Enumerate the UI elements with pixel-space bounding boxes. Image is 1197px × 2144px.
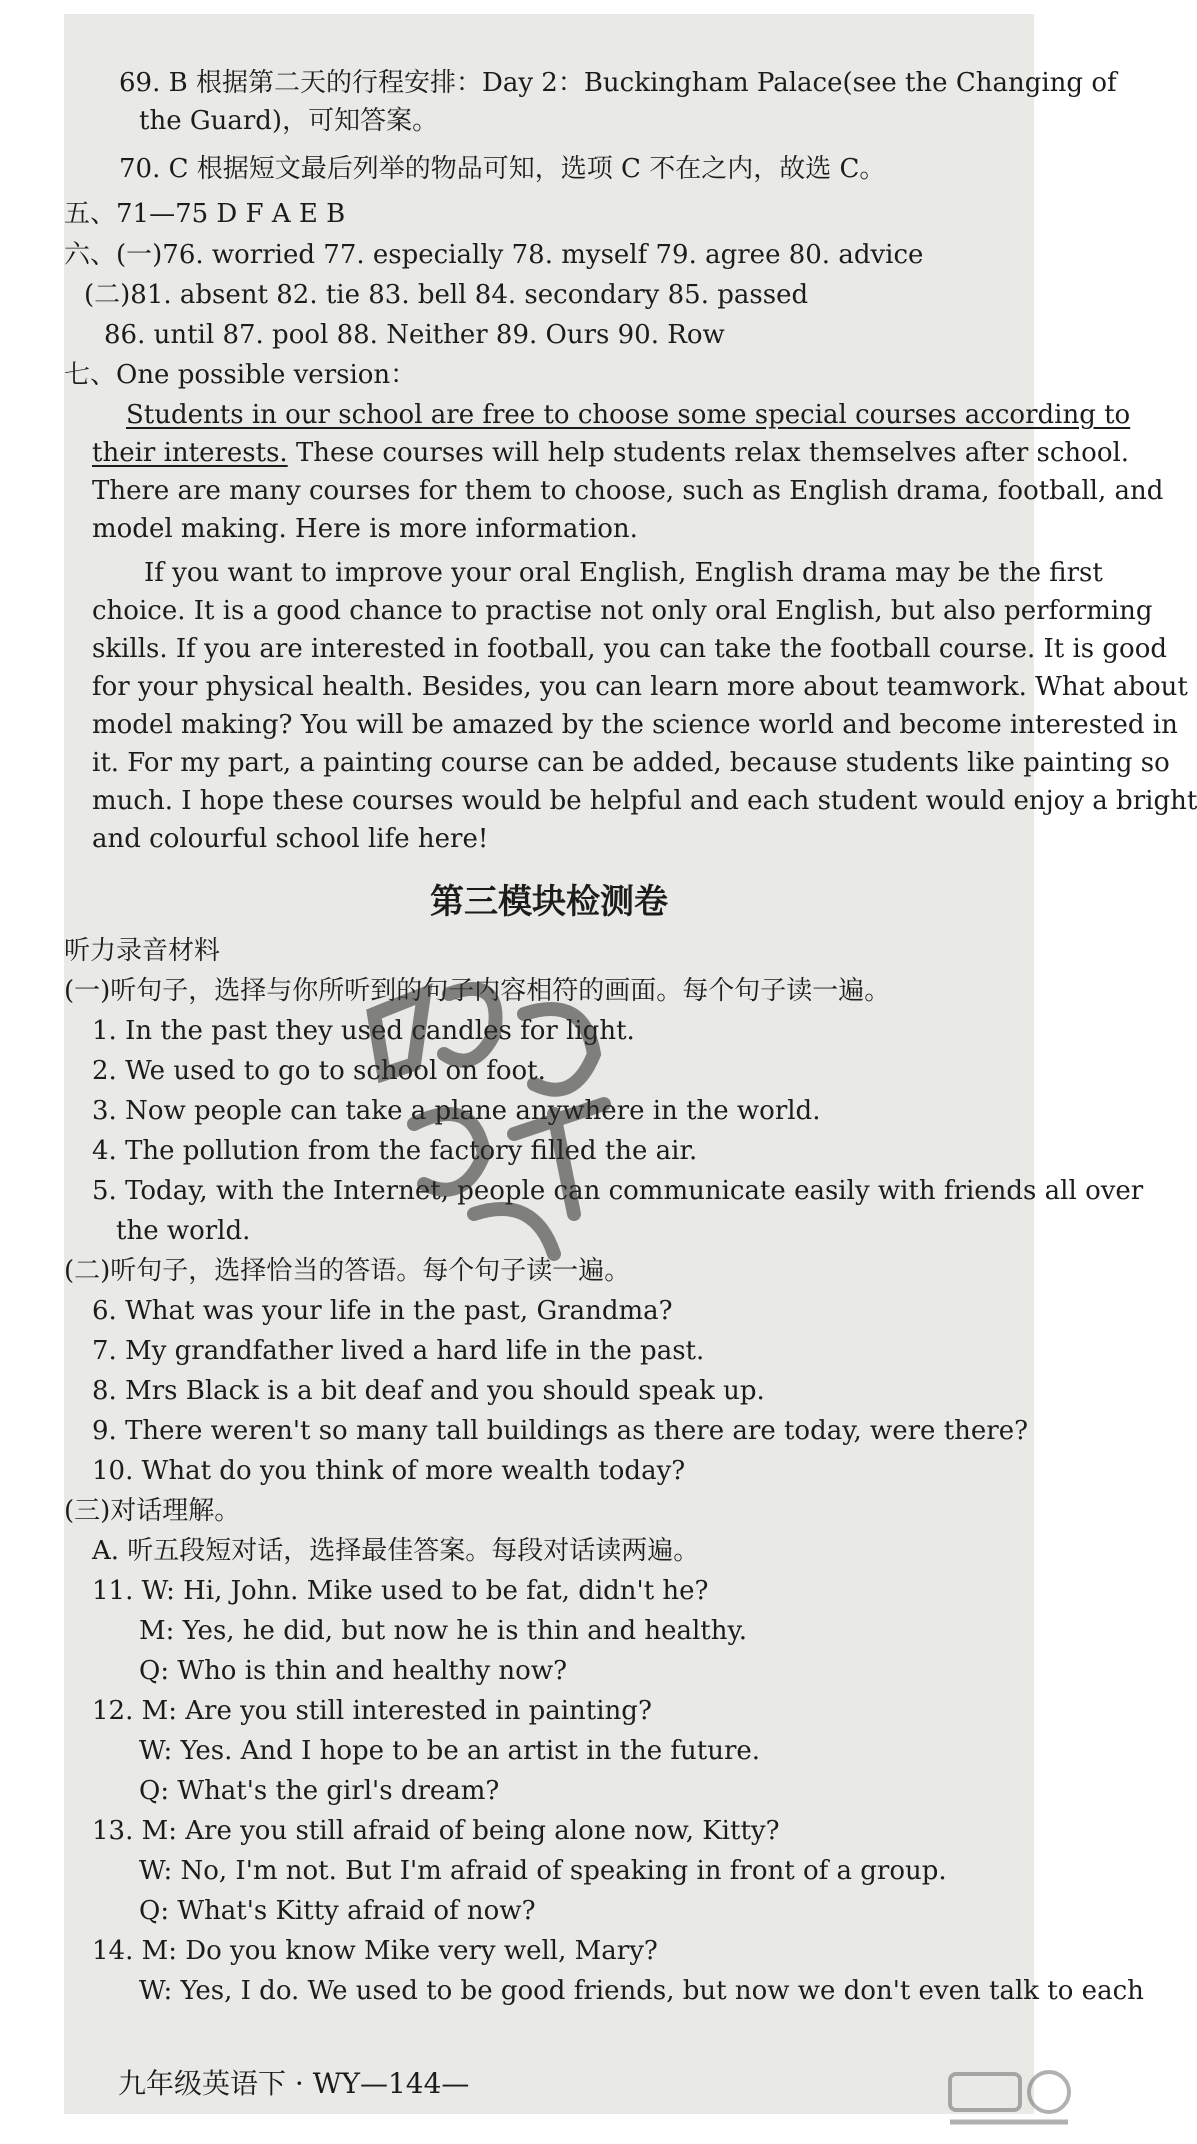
section-6-part-2b: 86. until 87. pool 88. Neither 89. Ours 90. Row (104, 320, 725, 350)
dialogue-12-m: 12. M: Are you still interested in painting? (92, 1696, 652, 1726)
scanned-page (64, 14, 1197, 2114)
answer-70: 70. C 根据短文最后列举的物品可知，选项 C 不在之内，故选 C。 (119, 154, 886, 184)
dialogue-12-w: W: Yes. And I hope to be an artist in the future. (139, 1736, 761, 1766)
essay-p2-line-6: it. For my part, a painting course can be added, because students like painting so (92, 748, 1170, 778)
listening-s10: 10. What do you think of more wealth today? (92, 1456, 686, 1486)
watermark-logo (944, 2064, 1074, 2134)
listening-s9: 9. There weren't so many tall buildings as there are today, were there? (92, 1416, 1029, 1446)
listening-part-3: (三)对话理解。 (64, 1496, 241, 1526)
answer-69-line-1: 69. B 根据第二天的行程安排：Day 2：Buckingham Palace(see the Changing of (119, 68, 1117, 98)
page-footer: 九年级英语下 · WY—144— (118, 2067, 470, 2100)
essay-p2-line-4: for your physical health. Besides, you can learn more about teamwork. What about (92, 672, 1188, 702)
listening-s5-line-1: 5. Today, with the Internet, people can communicate easily with friends all over (92, 1176, 1144, 1206)
essay-p1-line-3: There are many courses for them to choose, such as English drama, football, and (92, 476, 1164, 506)
listening-s6: 6. What was your life in the past, Grandma? (92, 1296, 673, 1326)
section-7-heading: 七、One possible version： (64, 360, 417, 390)
section-6-part-1: 六、(一)76. worried 77. especially 78. myself 79. agree 80. advice (64, 240, 924, 270)
dialogue-11-w: 11. W: Hi, John. Mike used to be fat, didn't he? (92, 1576, 709, 1606)
dialogue-13-m: 13. M: Are you still afraid of being alone now, Kitty? (92, 1816, 780, 1846)
listening-part-2: (二)听句子，选择恰当的答语。每个句子读一遍。 (64, 1256, 631, 1286)
listening-s1: 1. In the past they used candles for light. (92, 1016, 635, 1046)
essay-underlined-2: their interests. (92, 438, 288, 468)
dialogue-14-w: W: Yes, I do. We used to be good friends, but now we don't even talk to each (139, 1976, 1144, 2006)
essay-p2-line-8: and colourful school life here! (92, 824, 489, 854)
dialogue-11-q: Q: Who is thin and healthy now? (139, 1656, 568, 1686)
essay-p2-line-7: much. I hope these courses would be helpful and each student would enjoy a bright (92, 786, 1197, 816)
essay-p2-line-2: choice. It is a good chance to practise not only oral English, but also performing (92, 596, 1153, 626)
listening-s2: 2. We used to go to school on foot. (92, 1056, 546, 1086)
dialogue-13-w: W: No, I'm not. But I'm afraid of speaking in front of a group. (139, 1856, 947, 1886)
listening-title: 听力录音材料 (64, 936, 221, 966)
listening-s5-line-2: the world. (116, 1216, 251, 1246)
dialogue-14-m: 14. M: Do you know Mike very well, Mary? (92, 1936, 658, 1966)
listening-part-1: (一)听句子，选择与你所听到的句子内容相符的画面。每个句子读一遍。 (64, 976, 891, 1006)
answer-69-line-2: the Guard)，可知答案。 (139, 106, 439, 136)
dialogue-11-m: M: Yes, he did, but now he is thin and healthy. (139, 1616, 747, 1646)
essay-p1-line-2-rest: These courses will help students relax themselves after school. (287, 438, 1130, 468)
essay-p2-line-1: If you want to improve your oral English, English drama may be the first (144, 558, 1103, 588)
section-5-answers: 五、71—75 D F A E B (64, 199, 346, 229)
section-title: 第三模块检测卷 (430, 882, 668, 922)
listening-part-a: A. 听五段短对话，选择最佳答案。每段对话读两遍。 (92, 1536, 700, 1566)
essay-p1-line-4: model making. Here is more information. (92, 514, 638, 544)
essay-p2-line-3: skills. If you are interested in football, you can take the football course. It is good (92, 634, 1168, 664)
listening-s3: 3. Now people can take a plane anywhere in the world. (92, 1096, 821, 1126)
essay-p1-line-2 (92, 434, 1129, 472)
listening-s8: 8. Mrs Black is a bit deaf and you should speak up. (92, 1376, 765, 1406)
listening-s7: 7. My grandfather lived a hard life in the past. (92, 1336, 705, 1366)
listening-s4: 4. The pollution from the factory filled the air. (92, 1136, 698, 1166)
dialogue-12-q: Q: What's the girl's dream? (139, 1776, 500, 1806)
section-6-part-2a: (二)81. absent 82. tie 83. bell 84. secondary 85. passed (84, 280, 809, 310)
dialogue-13-q: Q: What's Kitty afraid of now? (139, 1896, 536, 1926)
essay-p2-line-5: model making? You will be amazed by the science world and become interested in (92, 710, 1178, 740)
essay-underlined-1: Students in our school are free to choose some special courses according to (126, 400, 1131, 430)
